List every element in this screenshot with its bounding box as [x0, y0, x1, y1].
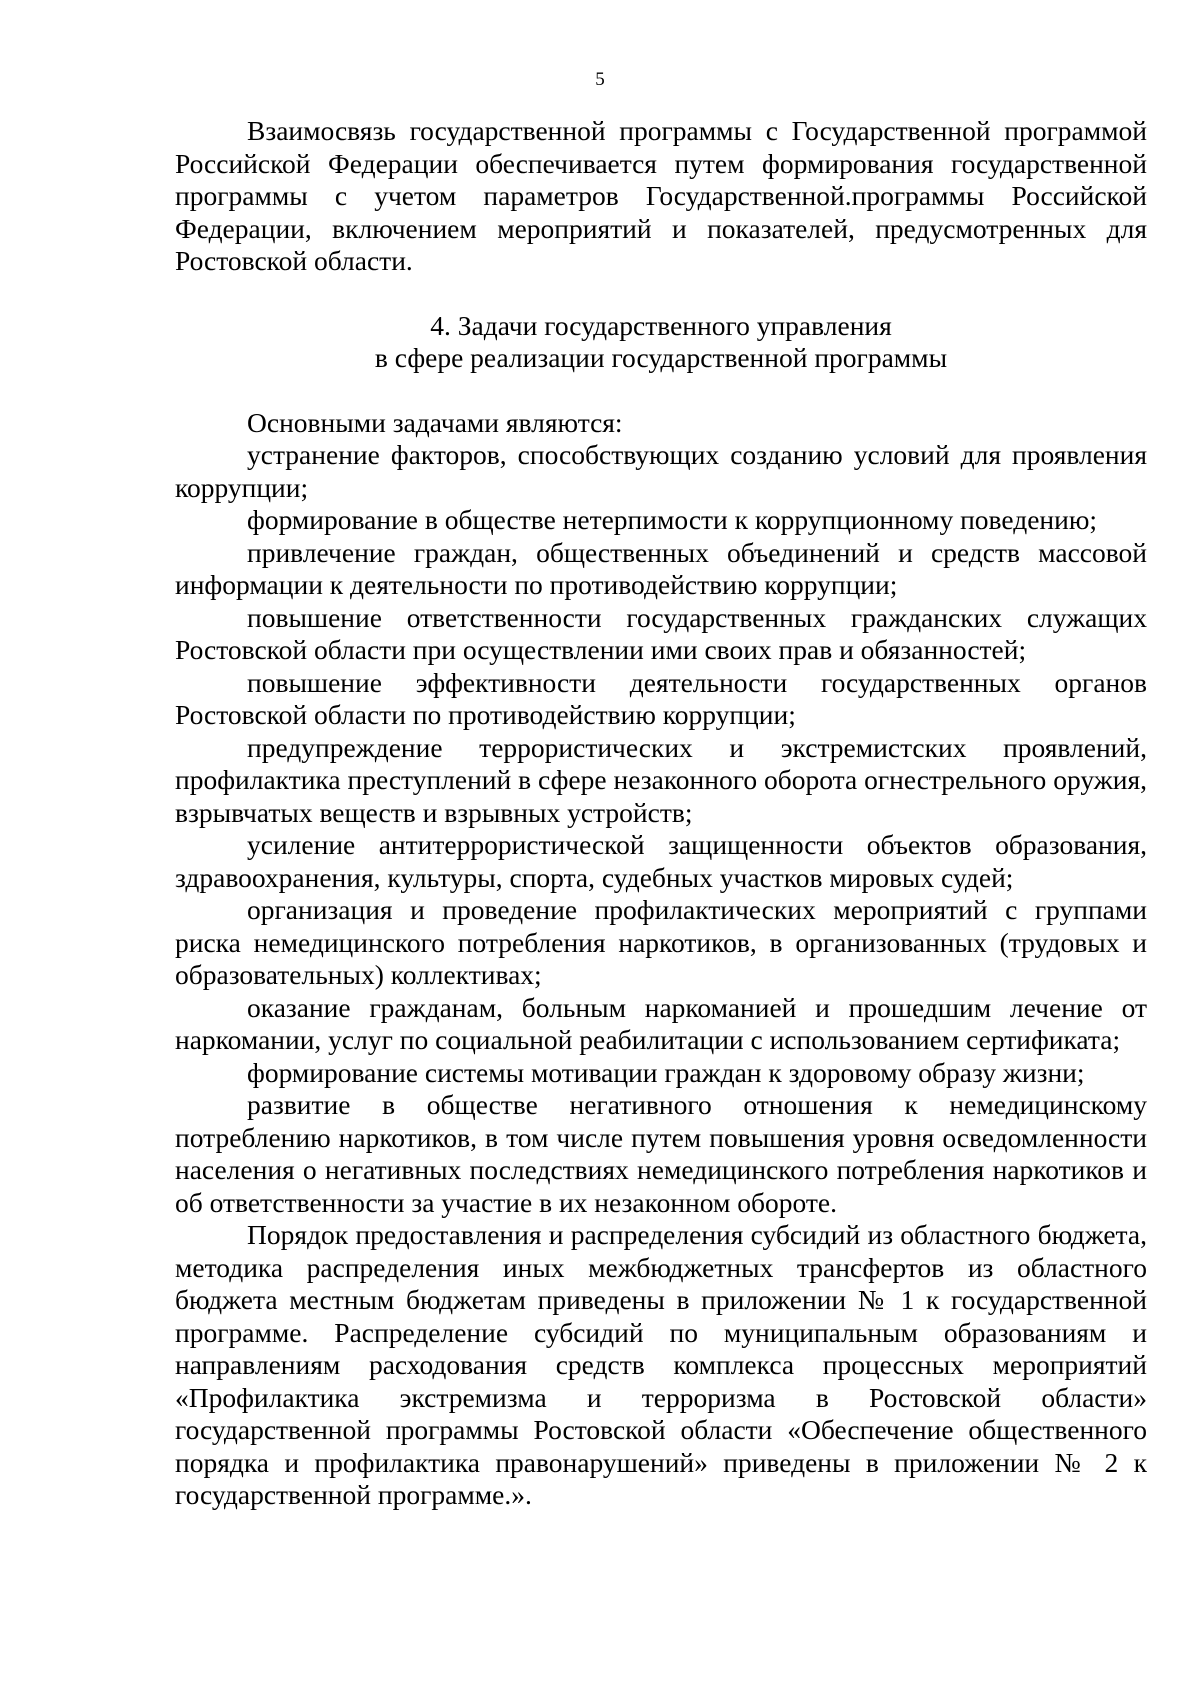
task-item: усиление антитеррористической защищенности объектов образования, здравоохранения, культуры, спорта, судебных участков мировых судей;	[175, 829, 1147, 893]
intro-paragraph: Взаимосвязь государственной программы с Государственной программой Российской Федерации обеспечивается путем формирования государственной программы с учетом параметров Государственной.программы Российской Федерации, включением мероприятий и показателей, предусмотренных для Ростовской области.	[175, 115, 1147, 276]
task-item: оказание гражданам, больным наркоманией и прошедшим лечение от наркомании, услуг по социальной реабилитации с использованием сертификата;	[175, 991, 1147, 1055]
task-item: развитие в обществе негативного отношения к немедицинскому потреблению наркотиков, в том числе путем повышения уровня осведомленности населения о негативных последствиях немедицинского потребления наркотиков и об ответственности за участие в их незаконном обороте.	[175, 1089, 1147, 1218]
task-item: формирование системы мотивации граждан к здоровому образу жизни;	[247, 1056, 1085, 1088]
task-item: привлечение граждан, общественных объединений и средств массовой информации к деятельности по противодействию коррупции;	[175, 536, 1147, 600]
page-number: 5	[595, 69, 605, 90]
section-heading-line-1: 4. Задачи государственного управления	[430, 309, 892, 341]
tasks-intro: Основными задачами являются:	[247, 406, 623, 438]
task-item: повышение ответственности государственных гражданских служащих Ростовской области при осуществлении ими своих прав и обязанностей;	[175, 601, 1147, 665]
section-heading-line-2: в сфере реализации государственной программы	[374, 342, 948, 373]
document-body	[175, 115, 1147, 1512]
closing-paragraph: Порядок предоставления и распределения субсидий из областного бюджета, методика распределения иных межбюджетных трансфертов из областного бюджета местным бюджетам приведены в приложении № 1 к государственной программе. Распределение субсидий по муниципальным образованиям и направлениям расходования средств комплекса процессных мероприятий «Профилактика экстремизма и терроризма в Ростовской области» государственной программы Ростовской области «Обеспечение общественного порядка и профилактика правонарушений» приведены в приложении № 2 к государственной программе.».	[175, 1219, 1147, 1510]
task-item: повышение эффективности деятельности государственных органов Ростовской области по противодействию коррупции;	[175, 666, 1147, 730]
task-item: предупреждение террористических и экстремистских проявлений, профилактика преступлений в сфере незаконного оборота огнестрельного оружия, взрывчатых веществ и взрывных устройств;	[175, 731, 1147, 828]
task-item: формирование в обществе нетерпимости к коррупционному поведению;	[247, 504, 1098, 535]
task-item: устранение факторов, способствующих созданию условий для проявления коррупции;	[175, 439, 1147, 503]
task-item: организация и проведение профилактических мероприятий с группами риска немедицинского потребления наркотиков, в организованных (трудовых и образовательных) коллективах;	[175, 894, 1147, 990]
